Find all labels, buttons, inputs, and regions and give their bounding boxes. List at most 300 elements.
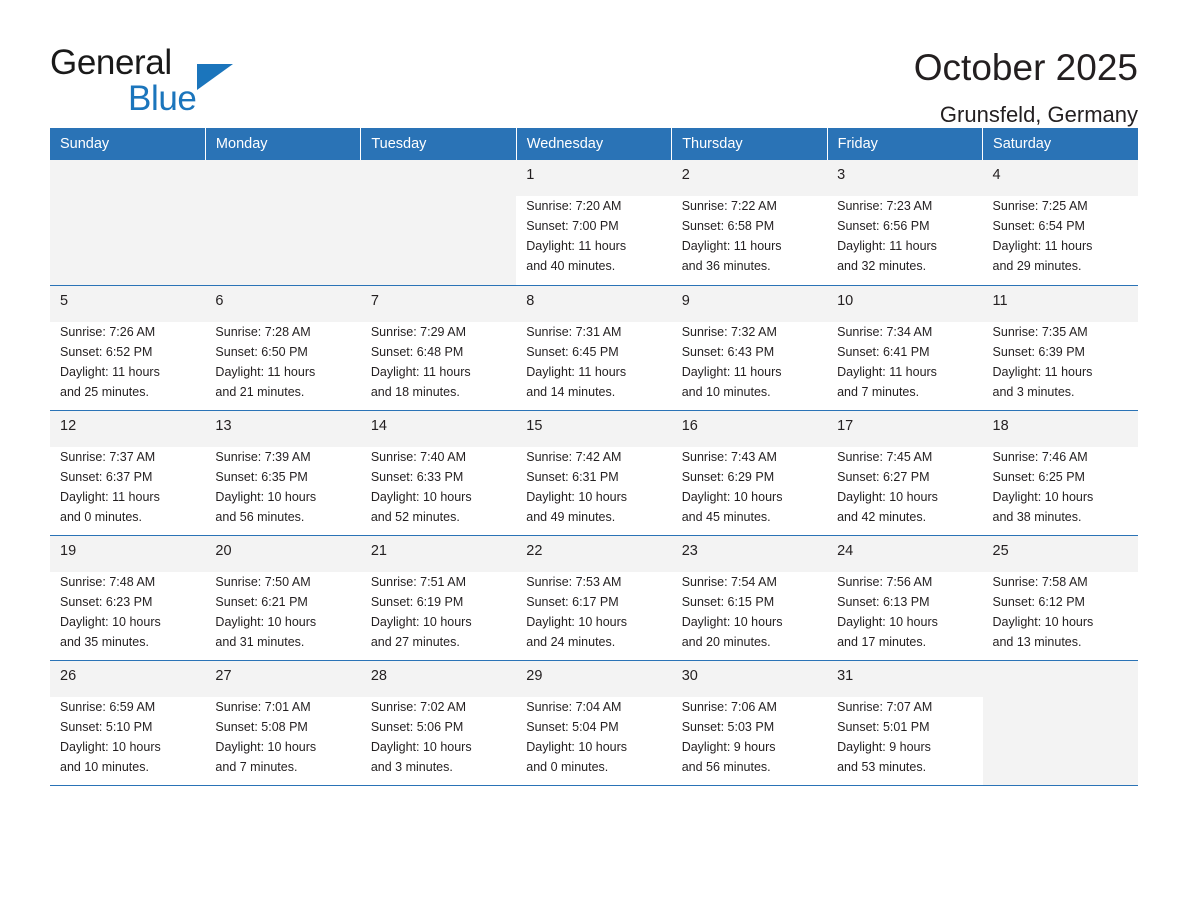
day-number: 11: [992, 293, 1008, 309]
weekday-header-wednesday: Wednesday: [516, 128, 671, 160]
day-info: [993, 196, 1128, 276]
day-info: [682, 572, 817, 652]
day-info-line: Sunrise: 7:07 AM: [837, 700, 933, 714]
day-info-line: Sunrise: 7:26 AM: [60, 325, 156, 339]
day-info-line: Sunset: 6:35 PM: [215, 470, 308, 484]
calendar-cell-day[interactable]: [50, 411, 205, 536]
day-info: [60, 697, 195, 777]
day-number-band: [983, 160, 1138, 196]
day-info: [993, 322, 1128, 402]
day-info-line: Sunrise: 7:42 AM: [526, 450, 622, 464]
day-info: [837, 196, 972, 276]
weekday-header-saturday: Saturday: [983, 128, 1138, 160]
day-info-line: Daylight: 11 hours: [681, 365, 782, 379]
calendar-cell-inner: [205, 661, 360, 785]
calendar-cell-day[interactable]: [50, 536, 205, 661]
calendar-week-row: [50, 536, 1138, 661]
day-number-band: [50, 536, 205, 572]
day-info-line: Sunrise: 7:29 AM: [370, 325, 467, 339]
calendar-cell-inner: [361, 536, 516, 660]
day-info: [837, 322, 972, 402]
day-info-line: Sunrise: 7:51 AM: [370, 575, 467, 589]
calendar-cell-day[interactable]: [672, 661, 827, 786]
day-number: 25: [992, 543, 1009, 559]
day-info-line: and 40 minutes.: [526, 259, 616, 273]
day-info-line: and 42 minutes.: [837, 510, 927, 524]
calendar-cell-inner: [672, 661, 827, 785]
calendar-cell-inner: [516, 411, 671, 535]
day-info-line: Sunset: 5:01 PM: [837, 720, 930, 734]
day-number-band: [361, 411, 516, 447]
calendar-cell-day[interactable]: [516, 536, 671, 661]
day-info-line: Daylight: 10 hours: [526, 490, 628, 504]
calendar-cell-day[interactable]: [50, 661, 205, 786]
day-number: 3: [837, 167, 846, 183]
day-number-band: [516, 661, 671, 697]
day-info-line: Daylight: 10 hours: [681, 490, 783, 504]
day-info-line: Sunset: 6:58 PM: [681, 219, 775, 233]
day-number: 17: [837, 418, 854, 434]
day-info-line: Daylight: 10 hours: [526, 615, 628, 629]
calendar-cell-day[interactable]: [672, 160, 827, 286]
day-info-line: Daylight: 10 hours: [60, 740, 161, 754]
day-info-line: and 3 minutes.: [370, 760, 453, 774]
calendar-cell-inner: [827, 286, 982, 410]
day-info: [60, 447, 195, 527]
day-number-band: [827, 661, 982, 697]
day-info-line: Sunset: 6:15 PM: [681, 595, 775, 609]
calendar-cell-day[interactable]: [827, 411, 982, 536]
day-info-line: Sunset: 6:48 PM: [370, 345, 464, 359]
day-info-line: Sunrise: 7:04 AM: [526, 700, 622, 714]
day-info-line: and 25 minutes.: [60, 385, 149, 399]
day-info-line: Sunrise: 7:25 AM: [992, 199, 1088, 213]
calendar-cell-day[interactable]: [516, 286, 671, 411]
day-info: [526, 572, 661, 652]
day-number-band: [516, 536, 671, 572]
weekday-header-tuesday: Tuesday: [361, 128, 516, 160]
day-number-band: [50, 661, 205, 697]
day-number: 15: [526, 418, 543, 434]
day-info: [682, 322, 817, 402]
calendar-cell-inner: [983, 411, 1138, 535]
day-info-line: Daylight: 11 hours: [526, 365, 627, 379]
day-number: 27: [215, 668, 232, 684]
weekday-header-thursday: Thursday: [672, 128, 827, 160]
day-info-line: Sunset: 6:13 PM: [837, 595, 930, 609]
calendar-cell-inner: [516, 286, 671, 410]
day-info-line: Sunrise: 7:56 AM: [837, 575, 933, 589]
calendar-cell-empty: [50, 160, 205, 286]
day-info: [60, 572, 195, 652]
day-info-line: Sunset: 6:52 PM: [60, 345, 153, 359]
day-info-line: Sunrise: 7:02 AM: [370, 700, 467, 714]
day-number-band: [361, 661, 516, 697]
day-number-band: [983, 411, 1138, 447]
day-info-line: Daylight: 10 hours: [215, 740, 317, 754]
location-subtitle: Grunsfeld, Germany: [939, 102, 1138, 127]
calendar-cell-inner: [361, 661, 516, 785]
day-number-band: [516, 286, 671, 322]
day-info: [215, 572, 350, 652]
day-info-line: Sunrise: 7:53 AM: [526, 575, 622, 589]
calendar-cell-day[interactable]: [50, 286, 205, 411]
day-info-line: and 29 minutes.: [992, 259, 1082, 273]
day-info-line: and 27 minutes.: [370, 635, 460, 649]
day-info: [526, 196, 661, 276]
day-number: 30: [681, 668, 698, 684]
day-info: [60, 322, 195, 402]
day-info-line: Sunset: 5:04 PM: [526, 720, 619, 734]
day-number-band: [50, 286, 205, 322]
day-info-line: Daylight: 9 hours: [837, 740, 931, 754]
day-number-band: [361, 286, 516, 322]
calendar-cell-day[interactable]: [983, 536, 1138, 661]
calendar-cell-inner: [50, 661, 205, 785]
day-info-line: Sunset: 6:17 PM: [526, 595, 619, 609]
calendar-cell-day[interactable]: [827, 536, 982, 661]
day-info-line: Sunrise: 7:45 AM: [837, 450, 933, 464]
calendar-cell-inner: [205, 411, 360, 535]
day-info-line: Sunset: 6:27 PM: [837, 470, 930, 484]
day-number: 8: [526, 293, 535, 309]
day-info-line: Sunrise: 7:58 AM: [992, 575, 1088, 589]
calendar-cell-day[interactable]: [827, 160, 982, 286]
day-info-line: and 20 minutes.: [681, 635, 771, 649]
title-block: [914, 44, 1138, 130]
day-number: 1: [526, 167, 535, 183]
day-info-line: and 7 minutes.: [837, 385, 920, 399]
day-info-line: and 56 minutes.: [215, 510, 305, 524]
day-info: [215, 447, 350, 527]
day-info-line: Sunrise: 7:32 AM: [681, 325, 777, 339]
day-info-line: Sunrise: 7:37 AM: [60, 450, 156, 464]
day-number-band: [205, 661, 360, 697]
triangle-icon: [197, 64, 233, 90]
calendar-cell-day[interactable]: [516, 411, 671, 536]
calendar-cell-inner: [983, 160, 1138, 285]
calendar-cell-inner: [672, 286, 827, 410]
day-info-line: Daylight: 11 hours: [526, 239, 627, 253]
calendar-week-row: [50, 286, 1138, 411]
day-number: 26: [60, 668, 77, 684]
calendar-cell-day[interactable]: [205, 286, 360, 411]
day-info-line: and 21 minutes.: [215, 385, 305, 399]
calendar-cell-inner: [983, 536, 1138, 660]
calendar-cell-day[interactable]: [672, 411, 827, 536]
calendar-cell-inner: [50, 536, 205, 660]
day-number: 9: [681, 293, 690, 309]
day-info-line: Daylight: 10 hours: [215, 615, 317, 629]
day-info-line: Sunset: 5:08 PM: [215, 720, 308, 734]
day-info-line: Sunset: 5:06 PM: [370, 720, 464, 734]
day-number-band: [516, 160, 671, 196]
day-number: 14: [370, 418, 387, 434]
day-info-line: Sunrise: 7:48 AM: [60, 575, 156, 589]
day-info-line: and 53 minutes.: [837, 760, 927, 774]
calendar-cell-day[interactable]: [361, 411, 516, 536]
day-info-line: Daylight: 10 hours: [992, 490, 1094, 504]
day-info-line: and 49 minutes.: [526, 510, 616, 524]
day-info-line: Sunset: 6:25 PM: [992, 470, 1085, 484]
day-info-line: Daylight: 10 hours: [60, 615, 161, 629]
day-info-line: Daylight: 10 hours: [526, 740, 628, 754]
day-info-line: Sunrise: 7:22 AM: [681, 199, 777, 213]
day-info-line: Sunset: 6:21 PM: [215, 595, 308, 609]
calendar-cell-day[interactable]: [205, 536, 360, 661]
day-info-line: Sunrise: 7:01 AM: [215, 700, 311, 714]
calendar-cell-inner: [361, 286, 516, 410]
day-info-line: Sunrise: 7:06 AM: [681, 700, 777, 714]
day-info: [993, 447, 1128, 527]
day-info-line: Sunset: 6:39 PM: [992, 345, 1085, 359]
day-info: [993, 572, 1128, 652]
calendar-cell-inner: [827, 536, 982, 660]
day-info-line: Sunset: 7:00 PM: [526, 219, 619, 233]
day-number-band: [205, 411, 360, 447]
day-number-band: [827, 411, 982, 447]
day-number: 29: [526, 668, 543, 684]
day-number: 18: [992, 418, 1009, 434]
day-info: [837, 572, 972, 652]
day-info: [526, 322, 661, 402]
day-number: 6: [215, 293, 224, 309]
calendar-cell-inner: [672, 160, 827, 285]
day-info-line: and 35 minutes.: [60, 635, 149, 649]
day-info-line: Sunrise: 7:54 AM: [681, 575, 777, 589]
calendar-cell-day[interactable]: [983, 160, 1138, 286]
calendar-cell-inner: [516, 661, 671, 785]
day-number: 21: [370, 543, 387, 559]
day-info-line: Sunset: 6:23 PM: [60, 595, 153, 609]
day-number: 4: [992, 167, 1001, 183]
general-blue-logo: [50, 44, 250, 116]
day-info: [682, 196, 817, 276]
day-info: [526, 697, 661, 777]
day-info-line: Daylight: 10 hours: [215, 490, 317, 504]
logo-text-general: General: [50, 43, 172, 82]
calendar-cell-day[interactable]: [672, 536, 827, 661]
day-info-line: Sunset: 6:19 PM: [370, 595, 464, 609]
day-info-line: Sunrise: 7:28 AM: [215, 325, 311, 339]
day-number: 19: [60, 543, 77, 559]
day-info-line: and 10 minutes.: [60, 760, 149, 774]
calendar-week-row: [50, 160, 1138, 286]
day-info-line: and 0 minutes.: [60, 510, 142, 524]
day-info-line: Sunrise: 7:23 AM: [837, 199, 933, 213]
calendar-cell-inner: [827, 661, 982, 785]
day-info-line: Sunset: 6:33 PM: [370, 470, 464, 484]
calendar-table: [50, 128, 1138, 786]
day-info-line: Sunset: 6:37 PM: [60, 470, 153, 484]
day-number-band: [672, 286, 827, 322]
calendar-cell-day[interactable]: [361, 536, 516, 661]
day-info-line: and 13 minutes.: [992, 635, 1082, 649]
day-number: 24: [837, 543, 854, 559]
day-info-line: Daylight: 11 hours: [60, 365, 160, 379]
day-number-band: [983, 536, 1138, 572]
day-info-line: and 56 minutes.: [681, 760, 771, 774]
calendar-cell-inner: [50, 411, 205, 535]
day-info-line: Sunrise: 7:43 AM: [681, 450, 777, 464]
day-info-line: and 3 minutes.: [992, 385, 1075, 399]
day-info-line: Sunrise: 7:46 AM: [992, 450, 1088, 464]
day-info-line: Daylight: 10 hours: [370, 740, 472, 754]
calendar-cell-inner: [516, 160, 671, 285]
day-info-line: and 0 minutes.: [526, 760, 609, 774]
day-info-line: and 38 minutes.: [992, 510, 1082, 524]
day-number: 31: [837, 668, 854, 684]
day-number: 10: [837, 293, 854, 309]
day-info-line: Daylight: 10 hours: [370, 615, 472, 629]
day-info: [371, 572, 506, 652]
day-info-line: Sunset: 6:43 PM: [681, 345, 775, 359]
day-number-band: [827, 160, 982, 196]
day-info-line: and 18 minutes.: [370, 385, 460, 399]
day-info-line: and 14 minutes.: [526, 385, 616, 399]
day-info-line: Sunset: 6:29 PM: [681, 470, 775, 484]
day-info-line: Daylight: 11 hours: [215, 365, 316, 379]
day-info: [371, 447, 506, 527]
calendar-cell-day[interactable]: [205, 661, 360, 786]
day-info: [215, 697, 350, 777]
day-info-line: Sunset: 6:56 PM: [837, 219, 930, 233]
page-header: [50, 0, 1138, 127]
calendar-cell-inner: [827, 160, 982, 285]
day-info-line: Sunset: 6:12 PM: [992, 595, 1085, 609]
day-number-band: [50, 411, 205, 447]
day-info-line: Daylight: 10 hours: [370, 490, 472, 504]
day-info-line: Daylight: 10 hours: [992, 615, 1094, 629]
calendar-cell-day[interactable]: [672, 286, 827, 411]
day-info: [371, 697, 506, 777]
day-info-line: Daylight: 10 hours: [837, 615, 938, 629]
day-info-line: Sunset: 5:03 PM: [681, 720, 775, 734]
day-info-line: Sunset: 6:41 PM: [837, 345, 930, 359]
calendar-cell-day[interactable]: [205, 411, 360, 536]
day-number-band: [205, 286, 360, 322]
day-info-line: Daylight: 11 hours: [837, 239, 937, 253]
weekday-header-friday: Friday: [827, 128, 982, 160]
calendar-cell-day[interactable]: [361, 661, 516, 786]
day-number-band: [827, 286, 982, 322]
day-number: 7: [370, 293, 379, 309]
calendar-cell-inner: [516, 536, 671, 660]
calendar-week-row: [50, 411, 1138, 536]
day-number: 13: [215, 418, 232, 434]
day-number: 12: [60, 418, 77, 434]
weekday-header-row: [50, 128, 1138, 160]
day-info-line: Daylight: 11 hours: [60, 490, 160, 504]
day-info: [837, 447, 972, 527]
calendar-cell-inner: [50, 286, 205, 410]
calendar-cell-inner: [672, 536, 827, 660]
day-info-line: and 31 minutes.: [215, 635, 305, 649]
day-info-line: and 36 minutes.: [681, 259, 771, 273]
calendar-cell-empty: [361, 160, 516, 286]
day-info-line: Sunrise: 7:35 AM: [992, 325, 1088, 339]
day-number-band: [672, 411, 827, 447]
day-info-line: Sunrise: 7:20 AM: [526, 199, 622, 213]
day-info-line: Sunset: 6:45 PM: [526, 345, 619, 359]
day-info-line: Daylight: 11 hours: [837, 365, 937, 379]
day-number: 28: [370, 668, 387, 684]
day-info-line: and 24 minutes.: [526, 635, 616, 649]
day-info-line: Daylight: 11 hours: [992, 365, 1093, 379]
calendar-cell-inner: [205, 286, 360, 410]
calendar-cell-inner: [205, 536, 360, 660]
day-info: [682, 447, 817, 527]
day-info-line: and 32 minutes.: [837, 259, 927, 273]
day-number-band: [205, 536, 360, 572]
calendar-cell-inner: [672, 411, 827, 535]
day-info-line: Daylight: 11 hours: [992, 239, 1093, 253]
day-number-band: [516, 411, 671, 447]
day-number-band: [672, 661, 827, 697]
day-info-line: and 17 minutes.: [837, 635, 927, 649]
day-info-line: Daylight: 11 hours: [370, 365, 471, 379]
day-number: 2: [681, 167, 690, 183]
day-info-line: Daylight: 9 hours: [681, 740, 776, 754]
weekday-header-monday: Monday: [205, 128, 360, 160]
day-number-band: [361, 536, 516, 572]
calendar-week-row: [50, 661, 1138, 786]
day-info-line: Daylight: 10 hours: [837, 490, 938, 504]
calendar-cell-day[interactable]: [827, 661, 982, 786]
calendar-cell-inner: [983, 286, 1138, 410]
day-info: [215, 322, 350, 402]
calendar-cell-day[interactable]: [983, 286, 1138, 411]
calendar-cell-day[interactable]: [516, 661, 671, 786]
day-info-line: Sunrise: 7:50 AM: [215, 575, 311, 589]
calendar-cell-day[interactable]: [516, 160, 671, 286]
calendar-cell-day[interactable]: [827, 286, 982, 411]
day-info: [837, 697, 972, 777]
calendar-cell-inner: [361, 411, 516, 535]
day-number: 16: [681, 418, 698, 434]
day-info-line: Sunrise: 7:34 AM: [837, 325, 933, 339]
page-title: October 2025: [913, 47, 1138, 88]
day-info-line: and 10 minutes.: [681, 385, 771, 399]
weekday-header-sunday: Sunday: [50, 128, 205, 160]
day-number: 22: [526, 543, 543, 559]
day-number: 23: [681, 543, 698, 559]
day-number: 20: [215, 543, 232, 559]
day-info-line: and 45 minutes.: [681, 510, 771, 524]
day-info: [682, 697, 817, 777]
day-info-line: Daylight: 11 hours: [681, 239, 782, 253]
day-info-line: Sunset: 6:54 PM: [992, 219, 1085, 233]
day-number-band: [983, 286, 1138, 322]
logo-text-blue: Blue: [128, 79, 197, 118]
day-info-line: and 52 minutes.: [370, 510, 460, 524]
calendar-cell-inner: [827, 411, 982, 535]
day-info-line: Sunrise: 7:39 AM: [215, 450, 311, 464]
day-info-line: Sunset: 6:31 PM: [526, 470, 619, 484]
day-number-band: [672, 536, 827, 572]
calendar-cell-day[interactable]: [361, 286, 516, 411]
calendar-body: [50, 160, 1138, 786]
day-info-line: Daylight: 10 hours: [681, 615, 783, 629]
day-info-line: and 7 minutes.: [215, 760, 298, 774]
day-info-line: Sunset: 5:10 PM: [60, 720, 153, 734]
day-info-line: Sunrise: 7:31 AM: [526, 325, 622, 339]
day-info-line: Sunrise: 7:40 AM: [370, 450, 467, 464]
day-number-band: [827, 536, 982, 572]
day-number: 5: [60, 293, 69, 309]
calendar-cell-day[interactable]: [983, 411, 1138, 536]
day-info-line: Sunrise: 6:59 AM: [60, 700, 156, 714]
